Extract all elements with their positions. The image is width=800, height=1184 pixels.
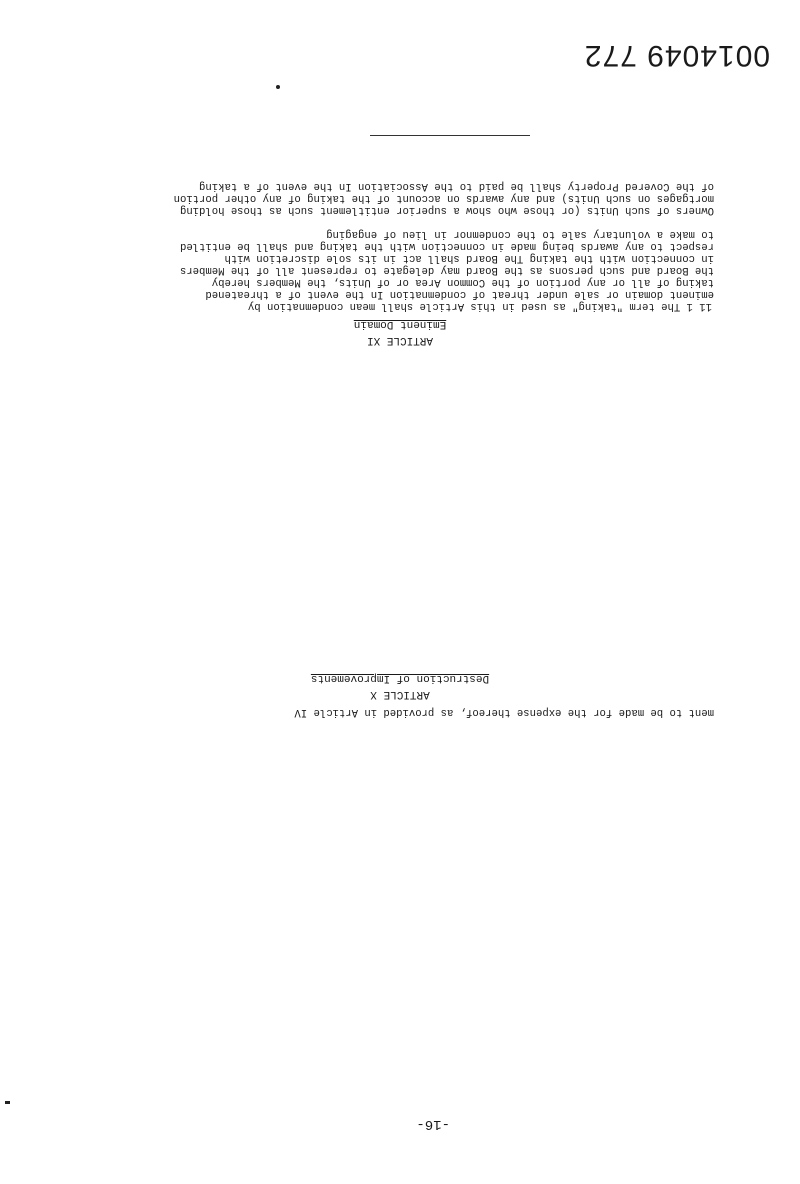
article-xi-line: in connection with the taking The Board shall act in its sole discretion with (224, 252, 714, 264)
article-xi-line: the Board and such persons as the Board may delegate to represent all of the Members (179, 264, 714, 276)
article-xi-line: to make a voluntary sale to the condemnor in lieu of engaging (326, 228, 714, 240)
article-xi-line: eminent domain or sale under threat of condemnation In the event of a threatened (205, 288, 714, 300)
article-xi-line: of the Covered Property shall be paid to the Association In the event of a taking (199, 180, 714, 192)
recording-stamp: 0014049 772 (583, 39, 770, 72)
article-xi-line: taking of all or any portion of the Common Area or of Units, the Members hereby (211, 276, 714, 288)
article-x-title: ARTICLE X (370, 688, 430, 700)
article-xi-line: respect to any awards being made in connection with the taking and shall be entitled (179, 240, 714, 252)
scan-mark (276, 85, 280, 89)
article-xi-heading: Eminent Domain (353, 318, 447, 330)
page-rule (370, 135, 530, 136)
scan-mark (5, 1101, 10, 1104)
article-xi-line: 11 1 The term "taking" as used in this Article shall mean condemnation by (247, 300, 712, 312)
page-number: -16- (416, 1116, 450, 1132)
article-xi-title: ARTICLE XI (367, 334, 434, 346)
article-xi-line: mortgages on such Units) and any awards on account of the taking of any other portion (173, 192, 714, 204)
article-xi-line: Owners of such Units (or those who show a superior entitlement such as those holding (179, 204, 714, 216)
article-x-heading: Destruction of Improvements (310, 672, 490, 684)
article-x-lead-in: ment to be made for the expense thereof, as provided in Article IV (294, 706, 714, 718)
